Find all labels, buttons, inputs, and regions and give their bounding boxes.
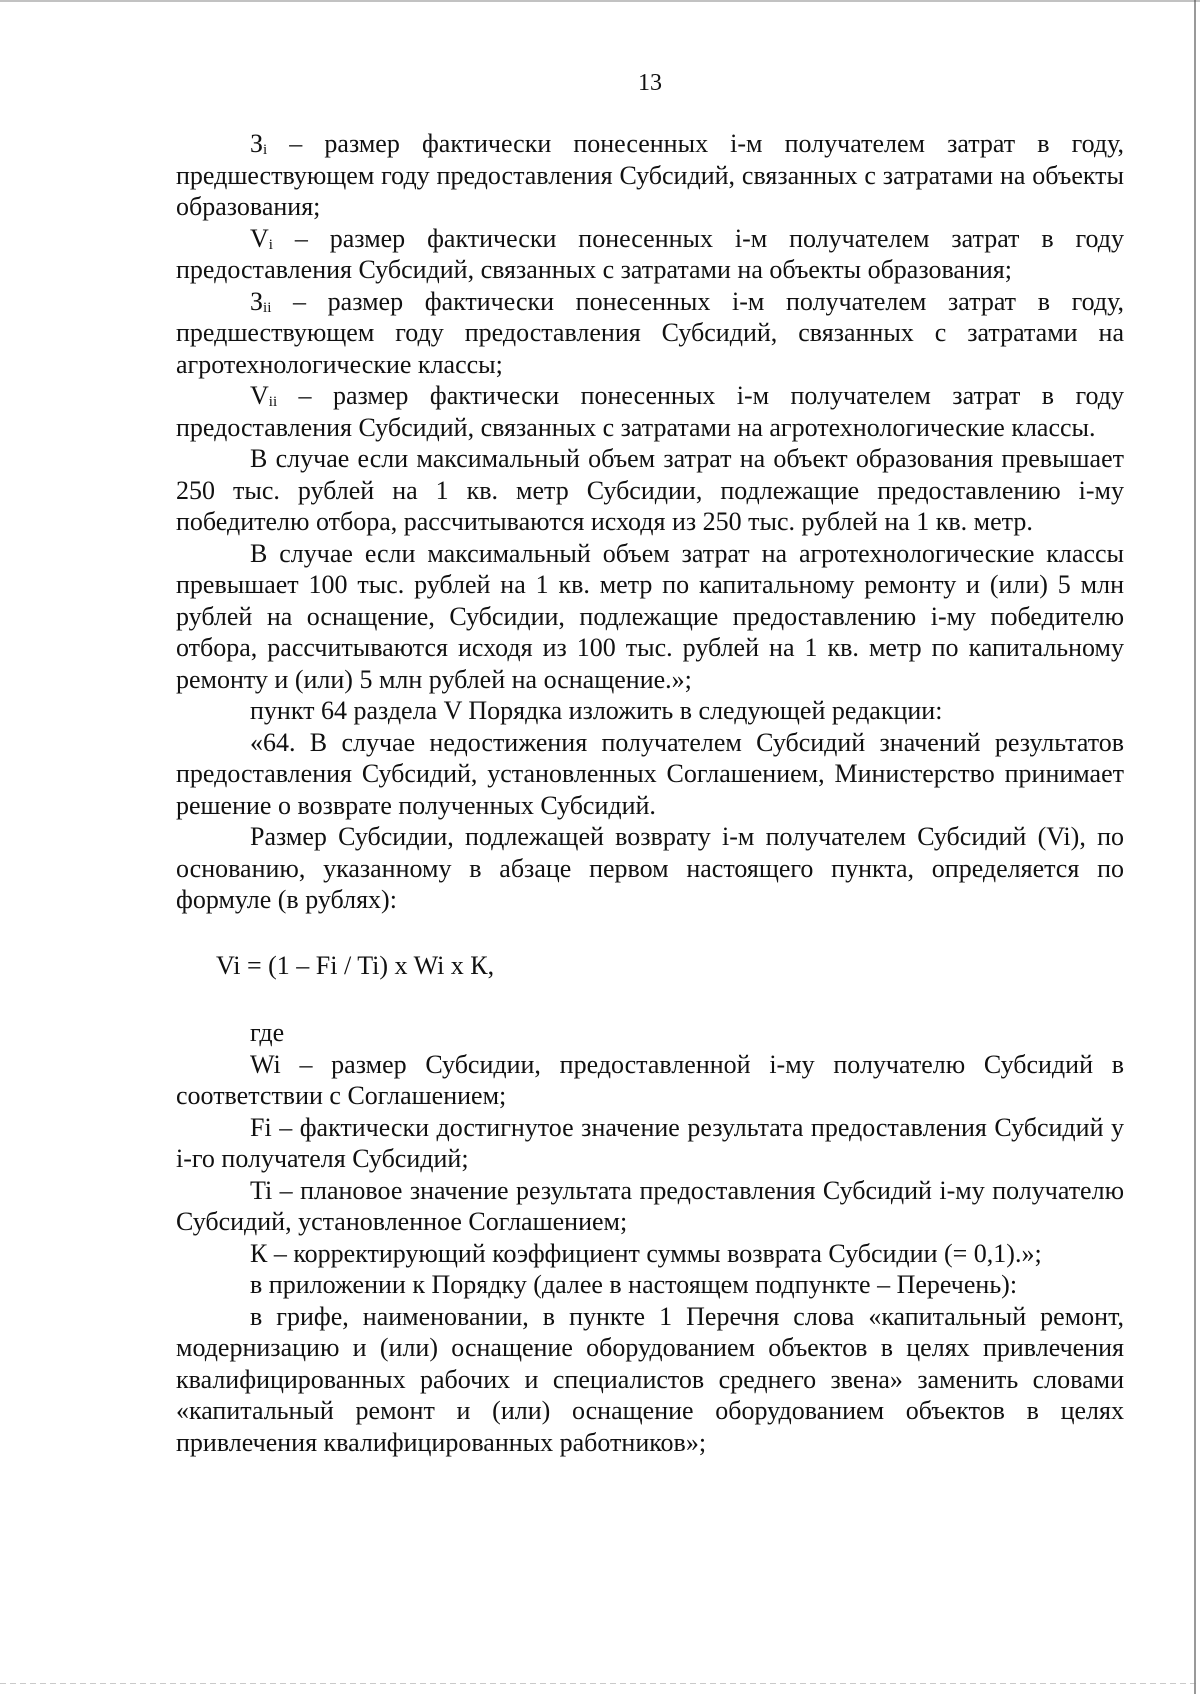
paragraph-agro-limit: В случае если максимальный объем затрат на агротехнологические классы превышает 100 тыс. рублей на 1 кв. метр по капитальному ремонту и (или) 5 млн рублей на оснащение, Субсидии, подлежащие предоставлению i-му победителю отбора, рассчитываются исходя из 100 тыс. рублей на 1 кв. метр по капитальному ремонту и (или) 5 млн рублей на оснащение.»;	[176, 538, 1124, 694]
paragraph-item-64: «64. В случае недостижения получателем Субсидий значений результатов предоставления Субсидий, установленных Соглашением, Министерство принимает решение о возврате полученных Субсидий.	[176, 727, 1124, 820]
definition-fi: Fi – фактически достигнутое значение результата предоставления Субсидий у i-го получателя Субсидий;	[176, 1112, 1124, 1173]
definition-v-ii	[176, 380, 1124, 443]
subscript: i	[268, 236, 273, 253]
definition-z-i	[176, 128, 1124, 223]
symbol: V	[250, 223, 269, 253]
definition-z-ii	[176, 286, 1124, 381]
page-number: 13	[638, 70, 662, 96]
symbol: З	[250, 129, 264, 158]
definition-text: – размер фактически понесенных i-м получателем затрат в году предоставления Субсидий, связанных с затратами на агротехнологические классы.	[176, 381, 1124, 442]
scan-edge-bottom	[0, 1683, 1200, 1684]
subscript: i	[263, 142, 268, 158]
paragraph-refund-size: Размер Субсидии, подлежащей возврату i-м получателем Субсидий (Vi), по основанию, указанному в абзаце первом настоящего пункта, определяется по формуле (в рублях):	[176, 822, 1124, 914]
definition-text: – размер фактически понесенных i-м получателем затрат в году, предшествующем году предоставления Субсидий, связанных с затратами на объекты образования;	[176, 129, 1124, 221]
refund-formula: Vi = (1 – Fi / Ti) x Wi x К,	[216, 950, 495, 980]
paragraph-education-limit: В случае если максимальный объем затрат на объект образования превышает 250 тыс. рублей на 1 кв. метр Субсидии, подлежащие предоставлению i-му победителю отбора, рассчитываются исходя из 250 тыс. рублей на 1 кв. метр.	[176, 444, 1124, 536]
symbol: З	[250, 286, 264, 316]
paragraph-replace-words: в грифе, наименовании, в пункте 1 Перечня слова «капитальный ремонт, модернизацию и (или) оснащение оборудованием объектов в целях привлечения квалифицированных рабочих и специалистов среднего звена» заменить словами «капитальный ремонт и (или) оснащение оборудованием объектов в целях привлечения квалифицированных работников»;	[176, 1301, 1124, 1457]
paragraph-item-64-intro: пункт 64 раздела V Порядка изложить в следующей редакции:	[250, 696, 943, 725]
document-body	[176, 128, 1124, 1458]
definition-text: – размер фактически понесенных i-м получателем затрат в году предоставления Субсидий, связанных с затратами на объекты образования;	[176, 223, 1124, 284]
definition-ti: Ti – плановое значение результата предоставления Субсидий i-му получателю Субсидий, установленное Соглашением;	[176, 1175, 1124, 1236]
scan-edge-right	[1194, 0, 1196, 1694]
scan-edge-top	[0, 0, 1200, 2]
subscript: ii	[263, 299, 272, 316]
where-label: где	[250, 1018, 285, 1047]
definition-wi: Wi – размер Субсидии, предоставленной i-му получателю Субсидий в соответствии с Соглашением;	[176, 1049, 1124, 1110]
paragraph-appendix: в приложении к Порядку (далее в настоящем подпункте – Перечень):	[250, 1270, 1018, 1299]
definition-text: – размер фактически понесенных i-м получателем затрат в году, предшествующем году предоставления Субсидий, связанных с затратами на агротехнологические классы;	[176, 286, 1124, 379]
definition-v-i	[176, 223, 1124, 286]
definition-k: К – корректирующий коэффициент суммы возврата Субсидии (= 0,1).»;	[250, 1238, 1042, 1268]
subscript: ii	[268, 394, 278, 410]
symbol: V	[250, 381, 269, 410]
